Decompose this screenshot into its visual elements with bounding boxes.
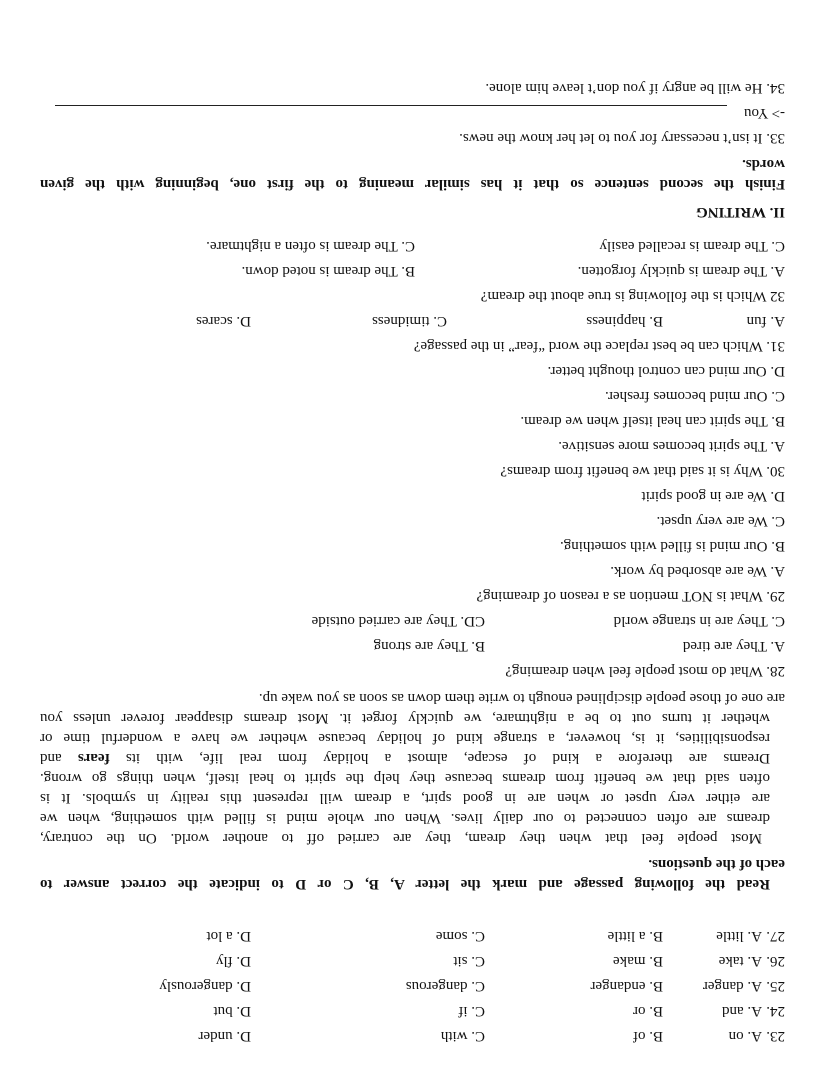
passage-line: are either very upset or when are in good spirt, a dream will represent this reality in symbols. It is — [40, 790, 770, 806]
question-number: 27. — [766, 928, 785, 944]
answer-prompt: -> You — [744, 105, 785, 121]
passage-line: often said that we benefit from dreams because they help the spirit to heal itself, when things go wrong. — [40, 770, 770, 786]
option-a: A. The dream is quickly forgotten. — [577, 263, 785, 279]
option-b: B. or — [633, 1003, 663, 1019]
option-a: A. little — [716, 928, 762, 944]
option-b: B. of — [633, 1028, 663, 1044]
option-d: D. We are in good spirit — [641, 488, 785, 504]
option-d: CD. They are carried outside — [311, 613, 485, 629]
option-d: C. The dream is often a nightmare. — [206, 238, 415, 254]
passage-line: whether it turns out to be a nightmare, we quickly forget it. Most dreams disappear forever unless you — [40, 710, 770, 726]
option-b: B. The dream is noted down. — [241, 263, 415, 279]
option-b: B. make — [613, 953, 663, 969]
question-number: 26. — [766, 953, 785, 969]
option-b: B. a little — [607, 928, 663, 944]
question-stem: 30. Why is it said that we benefit from dreams? — [500, 463, 785, 479]
option-b: B. endanger — [590, 978, 663, 994]
option-b: B. The spirit can heal itself when we dream. — [520, 413, 785, 429]
option-a: A. fun — [746, 313, 785, 329]
option-b: B. Our mind is filled with something. — [560, 538, 785, 554]
question-stem: 28. What do most people feel when dreaming? — [505, 663, 785, 679]
option-d: D. fly — [216, 953, 251, 969]
option-d: D. Our mind can control thought better. — [547, 363, 785, 379]
option-d: D. under — [198, 1028, 251, 1044]
reading-instruction-line-2: each of the questions. — [648, 856, 785, 872]
option-c: C. The dream is recalled easily — [599, 238, 785, 254]
passage-line: Dreams are therefore a kind of escape, almost a holiday from real life, with its fears and — [39, 750, 770, 766]
option-c: C. timidness — [371, 313, 447, 329]
option-a: A. They are tired — [682, 638, 785, 654]
section-heading: II. WRITING — [696, 204, 785, 220]
question-number: 25. — [766, 978, 785, 994]
option-b: B. They are strong — [373, 638, 485, 654]
question-number: 24. — [766, 1003, 785, 1019]
option-c: C. with — [440, 1028, 485, 1044]
option-a: A. on — [728, 1028, 762, 1044]
option-a: A. danger — [702, 978, 762, 994]
writing-instruction-line-1: Finish the second sentence so that it has similar meaning to the first one, beginning with the given — [40, 176, 785, 192]
question-stem: 29. What is NOT mention as a reason of dreaming? — [476, 588, 785, 604]
option-c: C. They are in strange world — [613, 613, 785, 629]
option-c: C. We are very upset. — [656, 513, 785, 529]
bold-word: fears — [77, 750, 110, 766]
question-33: 33. It isn’t necessary for you to let her know the news. — [459, 130, 785, 146]
question-stem: 32 Which is the following is true about the dream? — [480, 288, 785, 304]
option-a: A. We are absorbed by work. — [610, 563, 785, 579]
option-d: D. a lot — [206, 928, 251, 944]
option-a: A. take — [718, 953, 762, 969]
option-c: C. dangerous — [405, 978, 485, 994]
option-d: D. dangerously — [159, 978, 251, 994]
option-b: B. happiness — [586, 313, 663, 329]
passage-line: are one of those people disciplined enough to write them down as soon as you wake up. — [258, 690, 785, 706]
reading-instruction-line-1: Read the following passage and mark the letter A, B, C or D to indicate the correct answer to — [40, 876, 770, 892]
option-a: A. The spirit becomes more sensitive. — [558, 438, 785, 454]
answer-line[interactable] — [55, 105, 727, 106]
option-d: D. but — [213, 1003, 251, 1019]
passage-line: dreams are often connected to our daily lives. When our whole mind is filled with something, when we — [40, 810, 770, 826]
question-34: 34. He will be angry if you don’t leave him alone. — [485, 80, 785, 96]
passage-line: Most people feel that when they dream, they are carried off to another world. On the contrary, — [40, 830, 762, 846]
question-number: 23. — [766, 1028, 785, 1044]
option-d: D. scares — [196, 313, 251, 329]
option-a: A. and — [722, 1003, 762, 1019]
writing-instruction-line-2: words. — [742, 156, 785, 172]
option-c: C. if — [458, 1003, 485, 1019]
passage-line: responsibilities, it is, however, a strange kind of holiday because whether we have a wonderful time or — [40, 730, 770, 746]
question-stem: 31. Which can be best replace the word “fear” in the passage? — [413, 338, 785, 354]
option-c: C. some — [435, 928, 485, 944]
option-c: C. Our mind becomes fresher. — [605, 388, 785, 404]
option-c: C. sit — [453, 953, 485, 969]
